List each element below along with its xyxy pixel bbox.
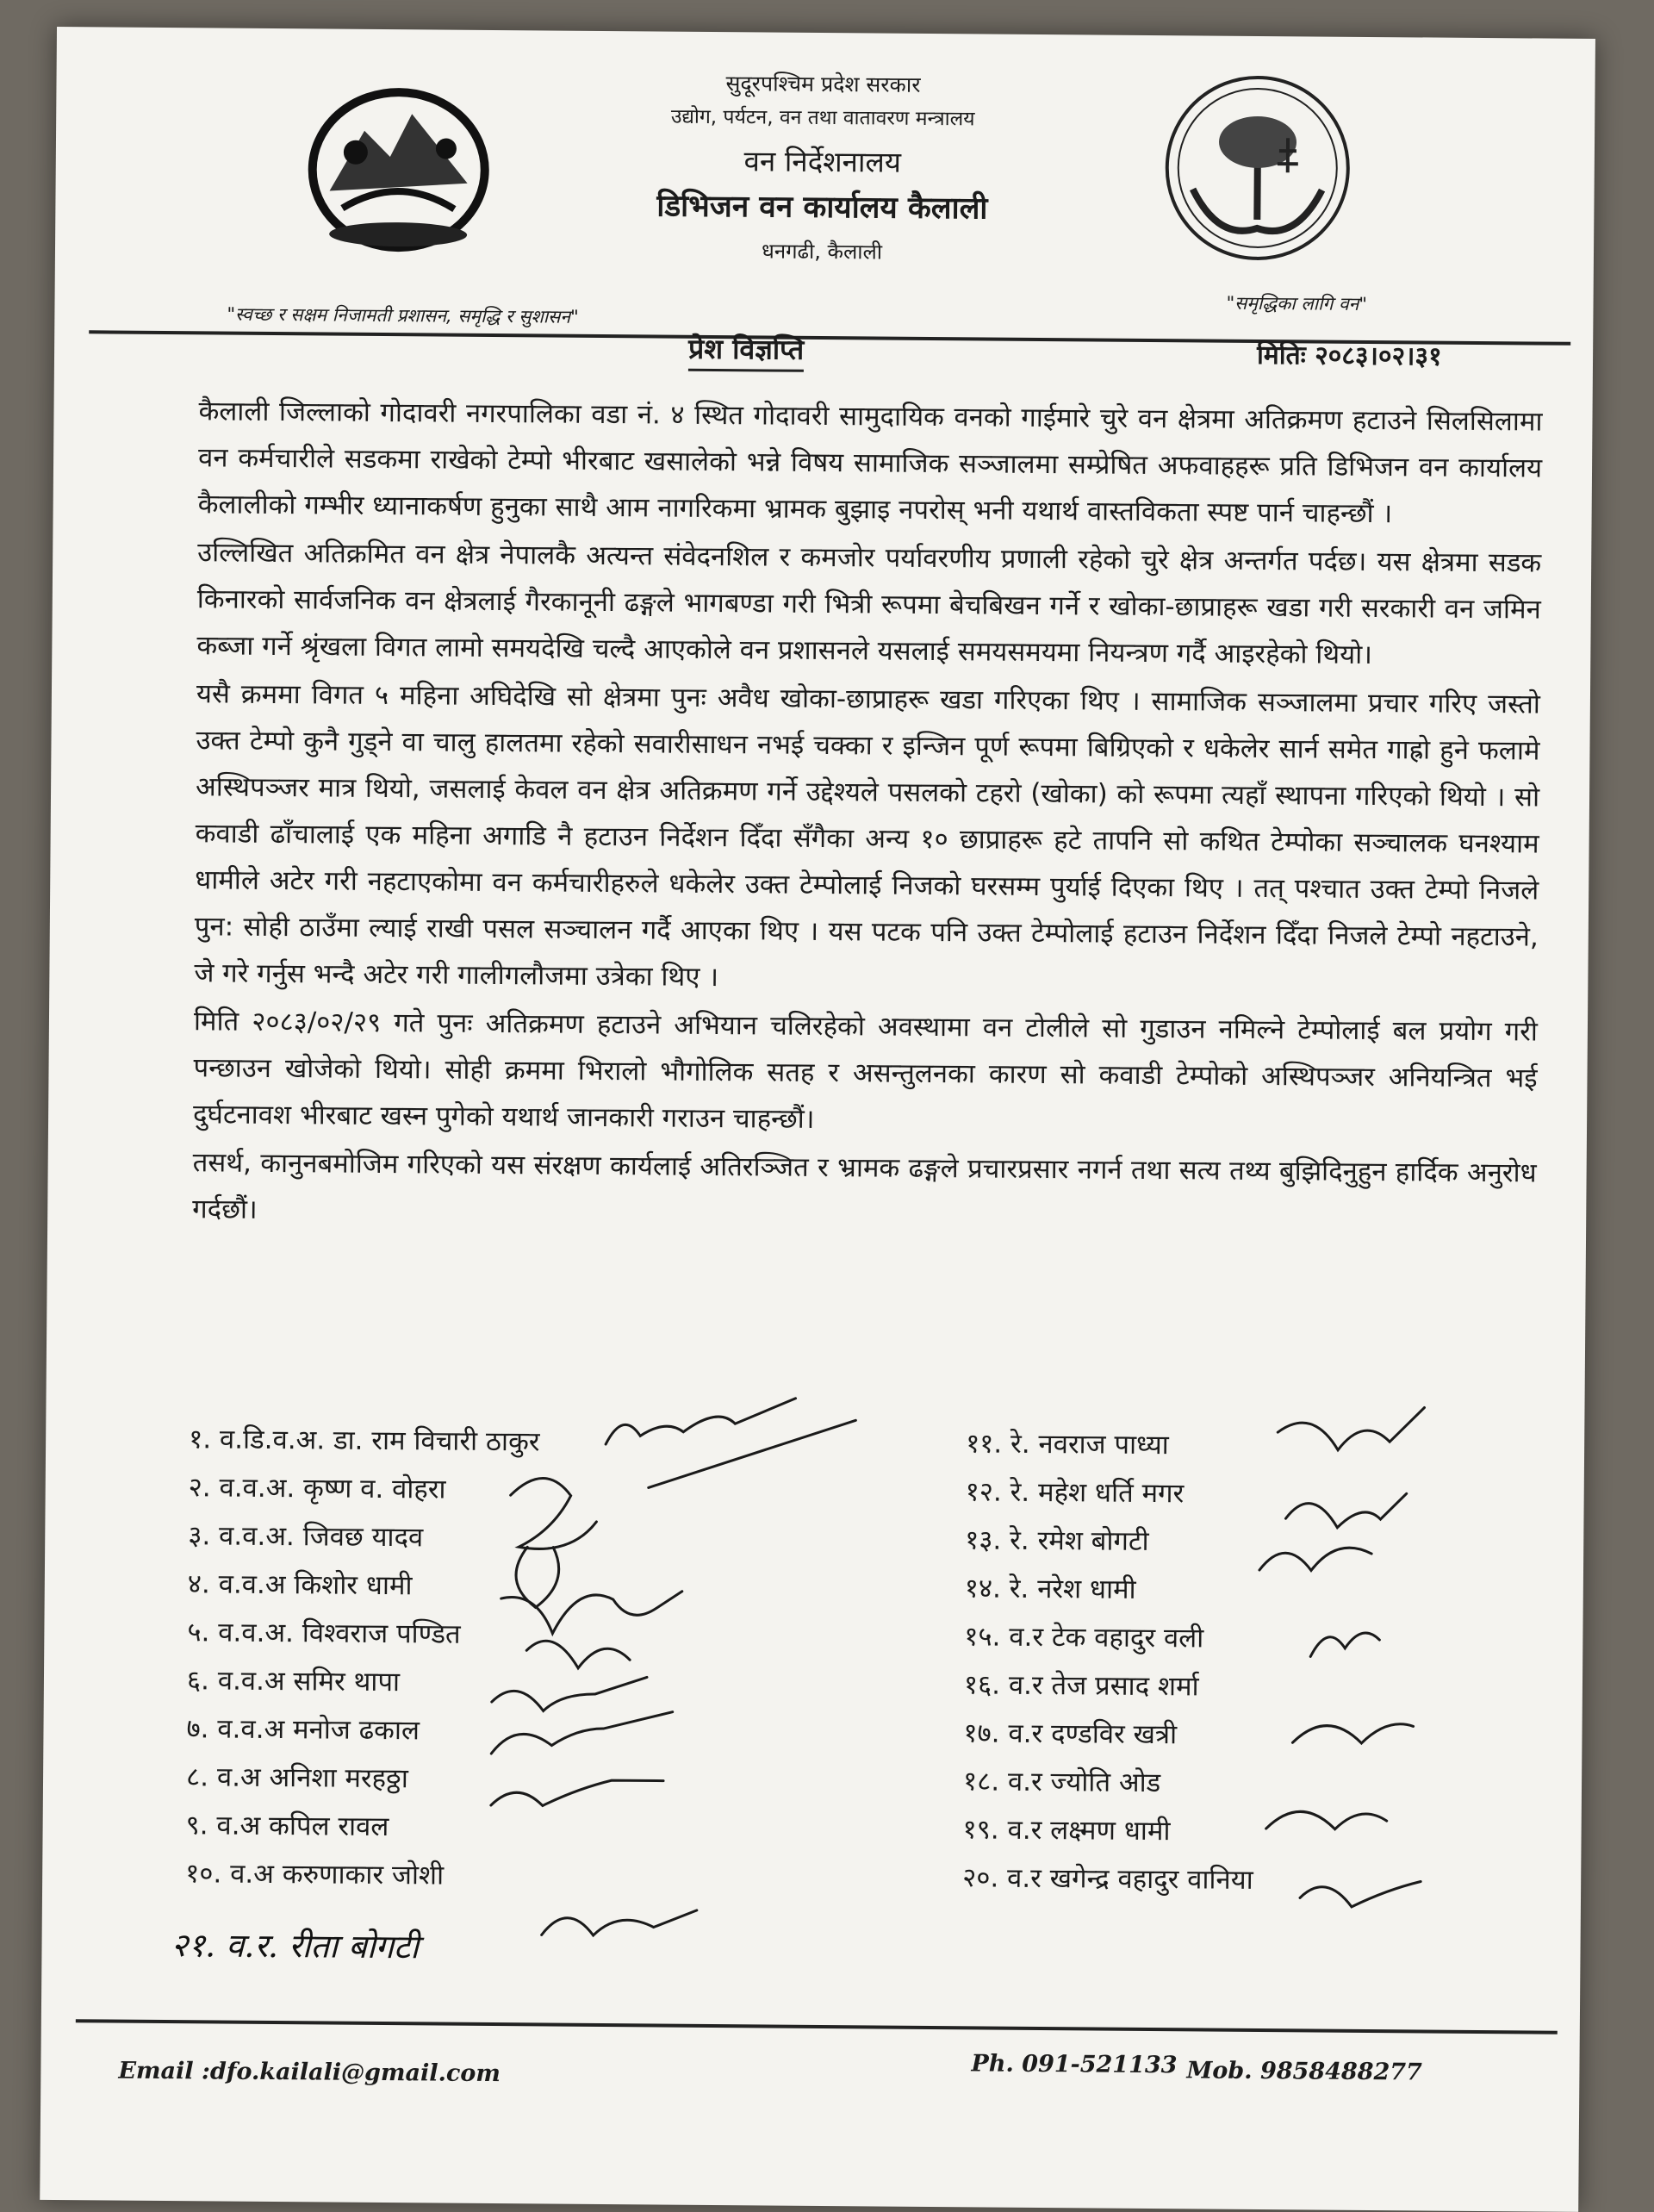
motto-left: "स्वच्छ र सक्षम निजामती प्रशासन, समृद्धि र सुशासन" [227,303,579,327]
signatory: १५. व.र टेक वहादुर वली [964,1621,1204,1654]
signatory: २. व.व.अ. कृष्ण व. वोहरा [188,1472,446,1505]
footer-divider [76,2019,1558,2034]
paragraph-5: तसर्थ, कानुनबमोजिम गरिएको यस संरक्षण कार्यलाई अतिरञ्जित र भ्रामक ढङ्गले प्रचारप्रसार नगर्न तथा सत्य तथ्य बुझिदिनुहुन हार्दिक अनुरोध गर्दछौं। [192,1147,1537,1225]
motto-right: "समृद्धिका लागि वन" [1226,292,1368,315]
signature-mark [1278,1406,1424,1450]
signature-mark [606,1397,856,1489]
document-date: मितिः २०८३।०२।३१ [1256,340,1442,372]
signatory: ५. व.व.अ. विश्वराज पण्डित [187,1617,461,1650]
signatory: १४. रे. नरेश धामी [964,1573,1136,1605]
nepal-government-emblem-icon [303,78,494,261]
signatory: ७. व.व.अ मनोज ढकाल [186,1713,420,1747]
signature-mark [1310,1632,1379,1657]
letterhead-ministry: उद्योग, पर्यटन, वन तथा वातावरण मन्त्रालय [670,105,975,131]
signatory: ८. व.अ अनिशा मरहठ्ठा [185,1761,408,1795]
footer-email: Email :dfo.kailali@gmail.com [118,2057,501,2088]
signatory: १८. व.र ज्योति ओड [962,1766,1161,1799]
paragraph-3: यसै क्रममा विगत ५ महिना अघिदेखि सो क्षेत्रमा पुनः अवैध खोका-छाप्राहरू खडा गरिएका थिए । सामाजिक सञ्जालमा प्रचार गरिए जस्तो उक्त टेम्पो कुनै गुड्ने वा चालु हालतमा रहेको सवारीसाधन नभई चक्का र इन्जिन पूर्ण रूपमा बिग्रिएको र धकेलेर सार्न समेत गाह्रो हुने फलामे अस्थिपञ्जर मात्र थियो, जसलाई केवल वन क्षेत्र अतिक्रमण गर्ने उद्देश्यले पसलको टहरो (खोका) को रूपमा त्यहाँ स्थापना गरिएको थियो । सो कवाडी ढाँचालाई एक महिना अगाडि नै हटाउन निर्देशन दिँदा सँगैका अन्य १० छाप्राहरू हटे तापनि सो कथित टेम्पोका सञ्चालक घनश्याम धामीले अटेर गरी नहटाएकोमा वन कर्मचारीहरुले धकेलेर उक्त टेम्पोलाई निजको घरसम्म पुर्याई दिएका थिए । तत् पश्चात उक्त टेम्पो निजले पुन: सोही ठाउँमा ल्याई राखी पसल सञ्चालन गर्दै आएका थिए । यस पटक पनि उक्त टेम्पोलाई हटाउन निर्देशन दिँदा निजले टेम्पो नहटाउने, जे गरे गर्नुस भन्दै अटेर गरी गालीगलौजमा उत्रेका थिए । [194,678,1541,994]
forest-hands-tree-emblem-icon [1158,68,1358,268]
signatory: ६. व.व.अ समिर थापा [186,1665,401,1698]
letterhead-address: धनगढी, कैलाली [761,239,883,265]
signature-mark [1300,1880,1421,1907]
letterhead-office: डिभिजन वन कार्यालय कैलाली [656,189,988,227]
paragraph-4: मिति २०८३/०२/२९ गते पुनः अतिक्रमण हटाउने अभियान चलिरहेको अवस्थामा वन टोलीले सो गुडाउन नमिल्ने टेम्पोलाई बल प्रयोग गरी पन्छाउन खोजेको थियो। सोही क्रममा भिरालो भौगोलिक सतह र असन्तुलनका कारण सो कवाडी टेम्पोको अस्थिपञ्जर अनियन्त्रित भई दुर्घटनावश भीरबाट खस्न पुगेको यथार्थ जानकारी गराउन चाहन्छौं। [192,1006,1539,1135]
signatory: १३. रे. रमेश बोगटी [965,1524,1149,1557]
signatory: १६. व.र तेज प्रसाद शर्मा [963,1669,1199,1703]
letterhead [520,65,1125,274]
signature-mark [1292,1723,1413,1744]
signature-mark [526,1641,630,1668]
signatories-left [185,1415,540,1900]
signatory: ४. व.व.अ किशोर धामी [187,1568,413,1602]
handwritten-signatory: २१. व.र. रीता बोगटी [171,1926,420,1966]
paragraph-2: उल्लिखित अतिक्रमित वन क्षेत्र नेपालकै अत्यन्त संवेदनशिल र कमजोर पर्यावरणीय प्रणाली रहेको चुरे क्षेत्र अन्तर्गत पर्दछ। यस क्षेत्रमा सडक किनारको सार्वजनिक वन क्षेत्रलाई गैरकानूनी ढङ्गले भागबण्डा गरी भित्री रूपमा बेचबिखन गर्ने र खोका-छाप्राहरू खडा गरी सरकारी वन जमिन कब्जा गर्ने श्रृंखला विगत लामो समयदेखि चल्दै आएकोले वन प्रशासनले यसलाई समयसमयमा नियन्त्रण गर्दै आइरहेको थियो। [196,537,1542,671]
signature-mark [542,1909,697,1935]
letterhead-province: सुदूरपश्चिम प्रदेश सरकार [725,71,921,97]
footer-mobile: Mob. 9858488277 [1186,2057,1423,2086]
signatories-right [962,1419,1257,1904]
letterhead-directorate: वन निर्देशनालय [743,144,902,179]
signatory: ३. व.व.अ. जिवछ यादव [188,1520,424,1554]
document-title: प्रेश विज्ञप्ति [688,330,804,372]
signatory: ९. व.अ कपिल रावल [185,1810,389,1843]
press-release-body [192,388,1543,1244]
signature-mark [1266,1811,1387,1829]
footer-phone: Ph. 091-521133 [971,2050,1178,2079]
signatory: १. व.डि.व.अ. डा. राम विचारी ठाकुर [189,1424,540,1458]
signatory: १२. रे. महेश धर्ति मगर [965,1476,1185,1510]
signatory: २०. व.र खगेन्द्र वहादुर वानिया [962,1862,1253,1896]
paragraph-1: कैलाली जिल्लाको गोदावरी नगरपालिका वडा नं. ४ स्थित गोदावरी सामुदायिक वनको गाईमारे चुरे वन क्षेत्रमा अतिक्रमण हटाउने सिलसिलामा वन कर्मचारीले सडकमा राखेको टेम्पो भीरबाट खसालेको भन्ने विषय सामाजिक सञ्जालमा सम्प्रेषित अफवाहहरू प्रति डिभिजन वन कार्यालय कैलालीको गम्भीर ध्यानाकर्षण हुनुका साथै आम नागरिकमा भ्रामक बुझाइ नपरोस् भनी यथार्थ वास्तविकता स्पष्ट पार्न चाहन्छौं । [197,396,1543,530]
signatory: १९. व.र लक्ष्मण धामी [962,1814,1171,1847]
signature-mark [1259,1547,1371,1571]
signature-mark [1285,1492,1406,1528]
signatory: ११. रे. नवराज पाध्या [966,1428,1169,1461]
signatory: १०. व.अ करुणाकार जोशी [185,1858,445,1891]
signatory: १७. व.र दण्डविर खत्री [963,1717,1178,1751]
press-release-paper [40,27,1595,2212]
